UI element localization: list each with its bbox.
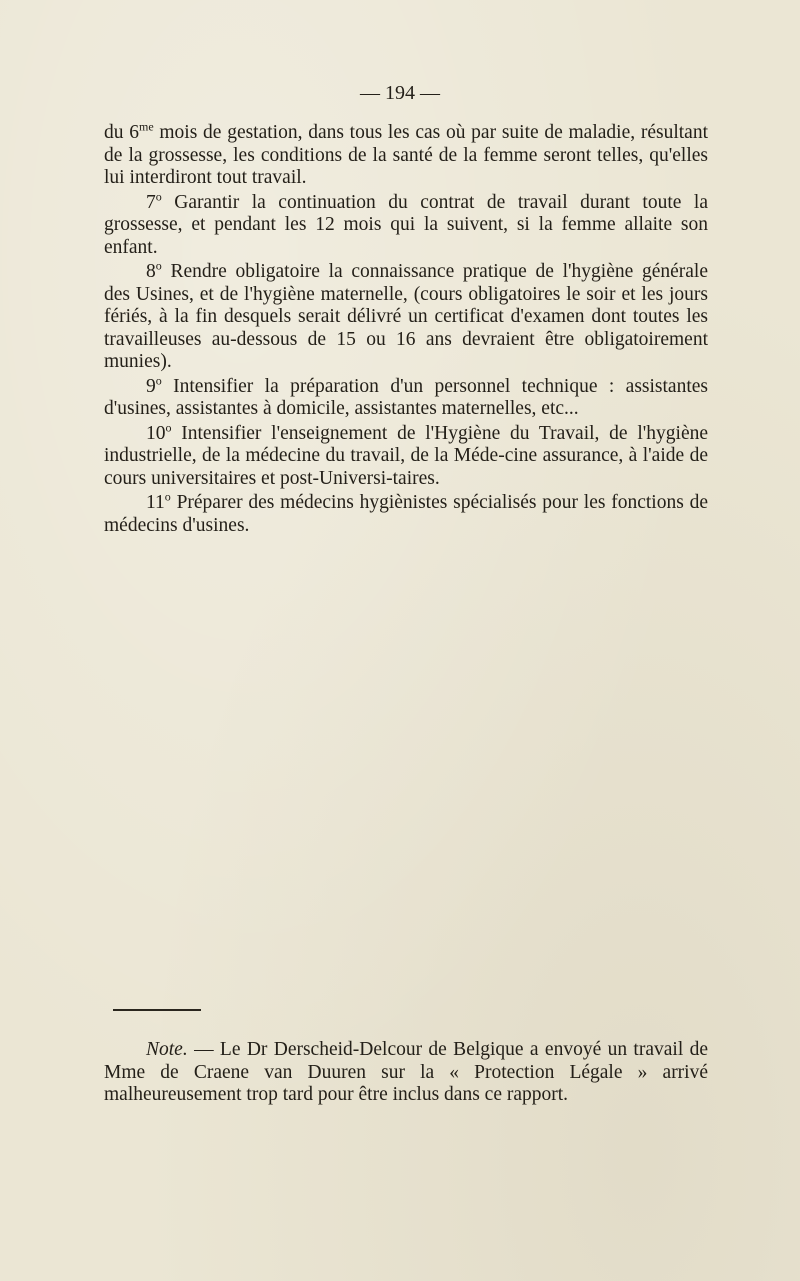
body-text <box>104 119 708 537</box>
footnote-rule <box>113 1009 201 1011</box>
paragraph-10-text: Intensifier l'enseignement de l'Hygiène du Travail, de l'hygiène industrielle, de la médecine du travail, de la Méde-cine assurance, à l'aide de cours universitaires et post-Universi-taires. <box>104 422 708 489</box>
footnote-label: Note. <box>146 1039 188 1060</box>
footnote <box>104 1039 708 1107</box>
paragraph-7-text: Garantir la continuation du contrat de travail durant toute la grossesse, et pendant les 12 mois qui la suivent, si la femme allaite son enfant. <box>104 191 708 258</box>
paragraph-10 <box>104 420 708 491</box>
paragraph-11-text: Préparer des médecins hygiènistes spécialisés pour les fonctions de médecins d'usines. <box>104 492 708 536</box>
paragraph-8 <box>104 258 708 374</box>
paragraph-10-superscript: o <box>165 420 172 434</box>
paragraph-9 <box>104 373 708 421</box>
paragraph-11-superscript: o <box>164 489 171 504</box>
paragraph-9-number: 9 <box>146 375 156 397</box>
paragraph-9-text: Intensifier la préparation d'un personnel technique : assistantes d'usines, assistantes à domicile, assistantes maternelles, etc... <box>104 375 708 419</box>
paragraph-6-start: du 6 <box>104 122 139 143</box>
paragraph-6-continuation <box>104 119 708 190</box>
paragraph-6-superscript: me <box>138 119 154 134</box>
paragraph-9-superscript: o <box>155 373 162 387</box>
footnote-text: — Le Dr Derscheid-Delcour de Belgique a envoyé un travail de Mme de Craene van Duuren sur la « Protection Légale » arrivé malheureusement trop tard pour être inclus dans ce rapport. <box>104 1039 708 1105</box>
paragraph-11 <box>104 489 708 537</box>
paragraph-7-superscript: o <box>155 189 162 203</box>
paragraph-8-superscript: o <box>155 258 162 273</box>
paragraph-11-number: 11 <box>146 492 165 513</box>
paragraph-7-number: 7 <box>146 191 156 213</box>
paragraph-6-text: mois de gestation, dans tous les cas où par suite de maladie, résultant de la grossesse, les conditions de la santé de la femme seront telles, qu'elles lui interdiront tout travail. <box>104 122 708 188</box>
paragraph-8-text: Rendre obligatoire la connaissance pratique de l'hygiène générale des Usines, et de l'hygiène maternelle, (cours obligatoires le soir et les jours fériés, à la fin desquels serait délivré un certificat d'examen dont toutes les travailleuses au-dessous de 15 ou 16 ans devraient être obligatoirement munies). <box>104 261 708 372</box>
paragraph-7 <box>104 189 708 260</box>
paragraph-10-number: 10 <box>146 422 166 444</box>
page-number: — 194 — <box>360 82 440 104</box>
paragraph-8-number: 8 <box>146 261 156 282</box>
